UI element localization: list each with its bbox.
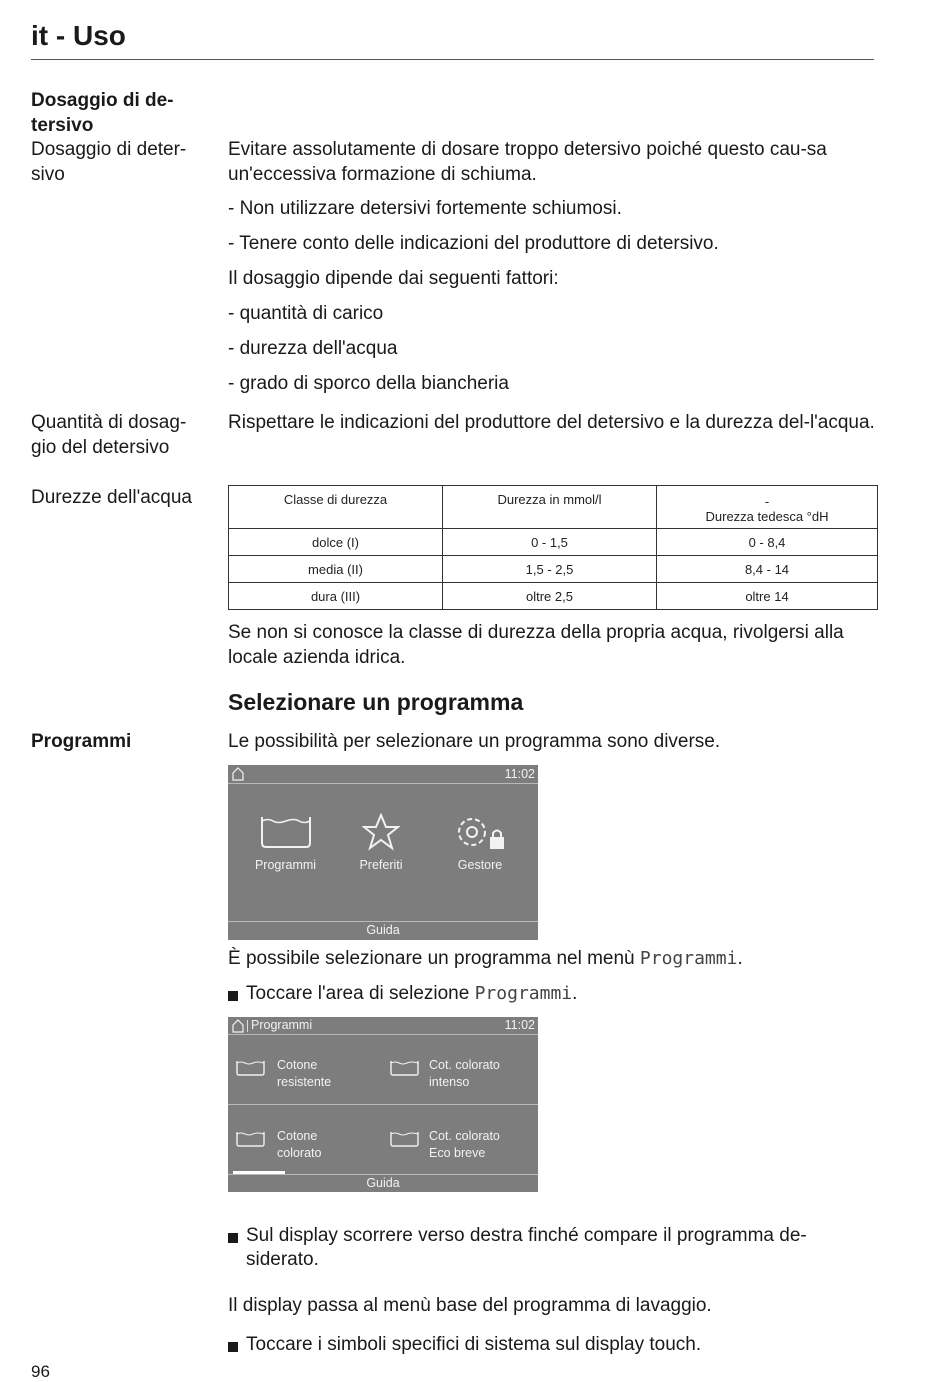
paragraph: Evitare assolutamente di dosare troppo detersivo poiché questo cau-sa un'eccessiva formazione di schiuma. (228, 139, 827, 185)
wash-tub-icon (390, 1059, 419, 1076)
text: È possibile selezionare un programma nel menù (228, 948, 640, 969)
paragraph: Le possibilità per selezionare un programma sono diverse. (228, 731, 721, 752)
paragraph: Se non si conosce la classe di durezza della propria acqua, rivolgersi alla locale azienda idrica. (228, 622, 844, 668)
tile-label: Preferiti (359, 858, 403, 872)
side-label: Durezze dell'acqua (31, 487, 192, 508)
tile-label: Gestore (457, 858, 503, 872)
screen-title: Programmi (251, 1018, 313, 1032)
tile-label: Programmi (254, 858, 317, 872)
home-icon[interactable] (231, 1019, 245, 1033)
table-row (229, 556, 878, 583)
cell: dolce (I) (229, 529, 443, 556)
line: colorato (277, 1146, 322, 1160)
list-item: - Tenere conto delle indicazioni del produttore di detersivo. (228, 233, 719, 254)
side-label: Programmi (31, 731, 132, 752)
table-header-row (229, 486, 878, 529)
text: . (737, 948, 743, 969)
step-item (228, 982, 878, 1007)
program-item[interactable] (390, 1128, 530, 1162)
cell: 8,4 - 14 (657, 556, 878, 583)
program-label (277, 1128, 376, 1162)
page-number: 96 (31, 1362, 50, 1381)
step-item: Toccare i simboli specifici di sistema sul display touch. (228, 1333, 878, 1358)
cell: 0 - 8,4 (657, 529, 878, 556)
list-item: - durezza dell'acqua (228, 338, 398, 359)
side-label: Dosaggio di deter- sivo (31, 139, 187, 185)
programmi-tile[interactable] (248, 813, 323, 872)
header-cell: Classe di durezza (229, 486, 443, 529)
program-item[interactable] (236, 1057, 376, 1091)
guida-button[interactable]: Guida (366, 1176, 400, 1190)
guida-button[interactable]: Guida (366, 923, 400, 937)
line: Cotone (277, 1129, 318, 1143)
list-item: - Non utilizzare detersivi fortemente schiumosi. (228, 198, 622, 219)
display-term: Programmi (474, 983, 573, 1004)
header-cell (657, 486, 878, 529)
program-item[interactable] (236, 1128, 376, 1162)
paragraph: Rispettare le indicazioni del produttore del detersivo e la durezza del-l'acqua. (228, 412, 875, 433)
water-hardness-table (228, 485, 878, 610)
line: resistente (277, 1075, 332, 1089)
clock: 11:02 (504, 767, 535, 781)
list-item: - quantità di carico (228, 303, 384, 324)
paragraph (228, 947, 878, 972)
wash-tub-icon (236, 1130, 265, 1147)
text: . (572, 983, 578, 1004)
page-title: it - Uso (31, 20, 126, 51)
line: Cot. colorato (429, 1058, 500, 1072)
display-programmi-screen (228, 1017, 538, 1192)
line: Cotone (277, 1058, 318, 1072)
program-label (429, 1057, 530, 1091)
home-icon[interactable] (231, 767, 245, 781)
line: Eco breve (429, 1146, 486, 1160)
star-icon (362, 813, 400, 851)
section-title: Selezionare un programma (228, 689, 524, 715)
paragraph: Il display passa al menù base del programma di lavaggio. (228, 1295, 712, 1316)
line: Cot. colorato (429, 1129, 500, 1143)
header-text: Durezza tedesca °dH (705, 509, 829, 524)
header-cell: Durezza in mmol/l (443, 486, 657, 529)
display-term: Programmi (639, 948, 738, 969)
list-item: - grado di sporco della biancheria (228, 373, 509, 394)
display-home-screen (228, 765, 538, 940)
cell: 1,5 - 2,5 (443, 556, 657, 583)
step-item: Sul display scorrere verso destra finché compare il programma de-siderato. (228, 1224, 868, 1273)
line: intenso (429, 1075, 470, 1089)
program-item[interactable] (390, 1057, 530, 1091)
table-row (229, 583, 878, 610)
cell: dura (III) (229, 583, 443, 610)
wash-tub-icon (260, 813, 312, 849)
wash-tub-icon (390, 1130, 419, 1147)
wash-tub-icon (236, 1059, 265, 1076)
gear-lock-icon (452, 813, 508, 851)
header-dash: - (764, 494, 770, 509)
clock: 11:02 (504, 1018, 535, 1032)
gestore-tile[interactable] (440, 813, 520, 872)
program-label (429, 1128, 530, 1162)
cell: oltre 14 (657, 583, 878, 610)
side-label: Quantità di dosag- gio del detersivo (31, 412, 187, 458)
text: Toccare l'area di selezione (246, 983, 475, 1004)
divider (31, 59, 874, 60)
cell: oltre 2,5 (443, 583, 657, 610)
paragraph: Il dosaggio dipende dai seguenti fattori: (228, 268, 559, 289)
preferiti-tile[interactable] (346, 813, 416, 872)
section-heading: Dosaggio di de- tersivo (31, 90, 174, 136)
table-row (229, 529, 878, 556)
program-label (277, 1057, 376, 1091)
cell: media (II) (229, 556, 443, 583)
cell: 0 - 1,5 (443, 529, 657, 556)
